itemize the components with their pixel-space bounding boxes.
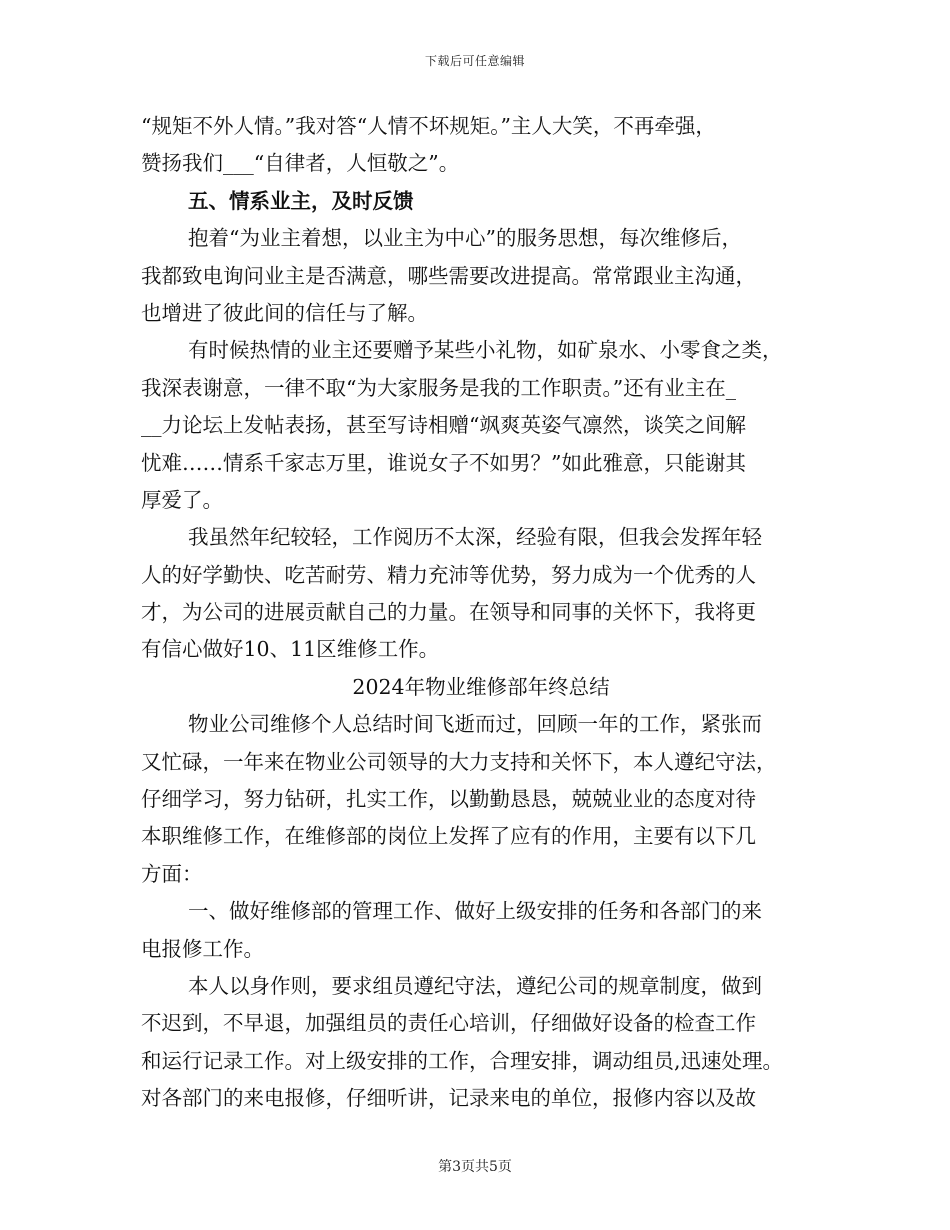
body-line: 也增进了彼此间的信任与了解。 <box>141 300 428 325</box>
body-line: 赞扬我们___“自律者，人恒敬之”。 <box>141 151 460 176</box>
body-line: 我深表谢意，一律不取“为大家服务是我的工作职责。”还有业主在_ <box>141 375 736 400</box>
body-line: 一、做好维修部的管理工作、做好上级安排的任务和各部门的来 <box>188 899 762 924</box>
body-line: 本人以身作则，要求组员遵纪守法，遵纪公司的规章制度，做到 <box>188 973 762 998</box>
body-line: 厚爱了。 <box>141 487 223 512</box>
section-title: 2024年物业维修部年终总结 <box>352 674 610 699</box>
body-line: 人的好学勤快、吃苦耐劳、精力充沛等优势，努力成为一个优秀的人 <box>141 562 756 587</box>
body-line: 忧难……情系千家志万里，谁说女子不如男？”如此雅意，只能谢其 <box>141 450 746 475</box>
body-line: __力论坛上发帖表扬，甚至写诗相赠“飒爽英姿气凛然，谈笑之间解 <box>141 413 746 438</box>
page-footer: 第3页共5页 <box>438 1159 512 1175</box>
body-line: 物业公司维修个人总结时间飞逝而过，回顾一年的工作，紧张而 <box>188 712 762 737</box>
body-line: 本职维修工作，在维修部的岗位上发挥了应有的作用，主要有以下几 <box>141 824 756 849</box>
body-line: 有信心做好10、11区维修工作。 <box>141 637 440 662</box>
body-line: “规矩不外人情。”我对答“人情不坏规矩。”主人大笑，不再牵强， <box>141 114 716 138</box>
document-body <box>141 108 821 1118</box>
body-line: 不迟到，不早退，加强组员的责任心培训，仔细做好设备的检查工作 <box>141 1011 756 1036</box>
body-line: 方面： <box>141 861 203 886</box>
body-line: 我虽然年纪较轻，工作阅历不太深，经验有限，但我会发挥年轻 <box>188 525 762 550</box>
section-heading: 五、情系业主，及时反馈 <box>188 188 414 213</box>
body-line: 有时候热情的业主还要赠予某些小礼物，如矿泉水、小零食之类， <box>188 338 783 363</box>
body-line: 电报修工作。 <box>141 936 264 961</box>
body-line: 抱着“为业主着想，以业主为中心”的服务思想，每次维修后， <box>188 226 742 251</box>
body-line: 和运行记录工作。对上级安排的工作，合理安排，调动组员,迅速处理。 <box>141 1048 784 1073</box>
body-line: 我都致电询问业主是否满意，哪些需要改进提高。常常跟业主沟通， <box>141 263 756 288</box>
page-header: 下载后可任意编辑 <box>424 54 525 68</box>
body-line: 又忙碌，一年来在物业公司领导的大力支持和关怀下，本人遵纪守法， <box>141 749 777 774</box>
body-line: 仔细学习，努力钻研，扎实工作，以勤勤恳恳，兢兢业业的态度对待 <box>141 787 756 812</box>
body-line: 才，为公司的进展贡献自己的力量。在领导和同事的关怀下，我将更 <box>141 600 756 625</box>
body-line: 对各部门的来电报修，仔细听讲，记录来电的单位，报修内容以及故 <box>141 1086 756 1111</box>
